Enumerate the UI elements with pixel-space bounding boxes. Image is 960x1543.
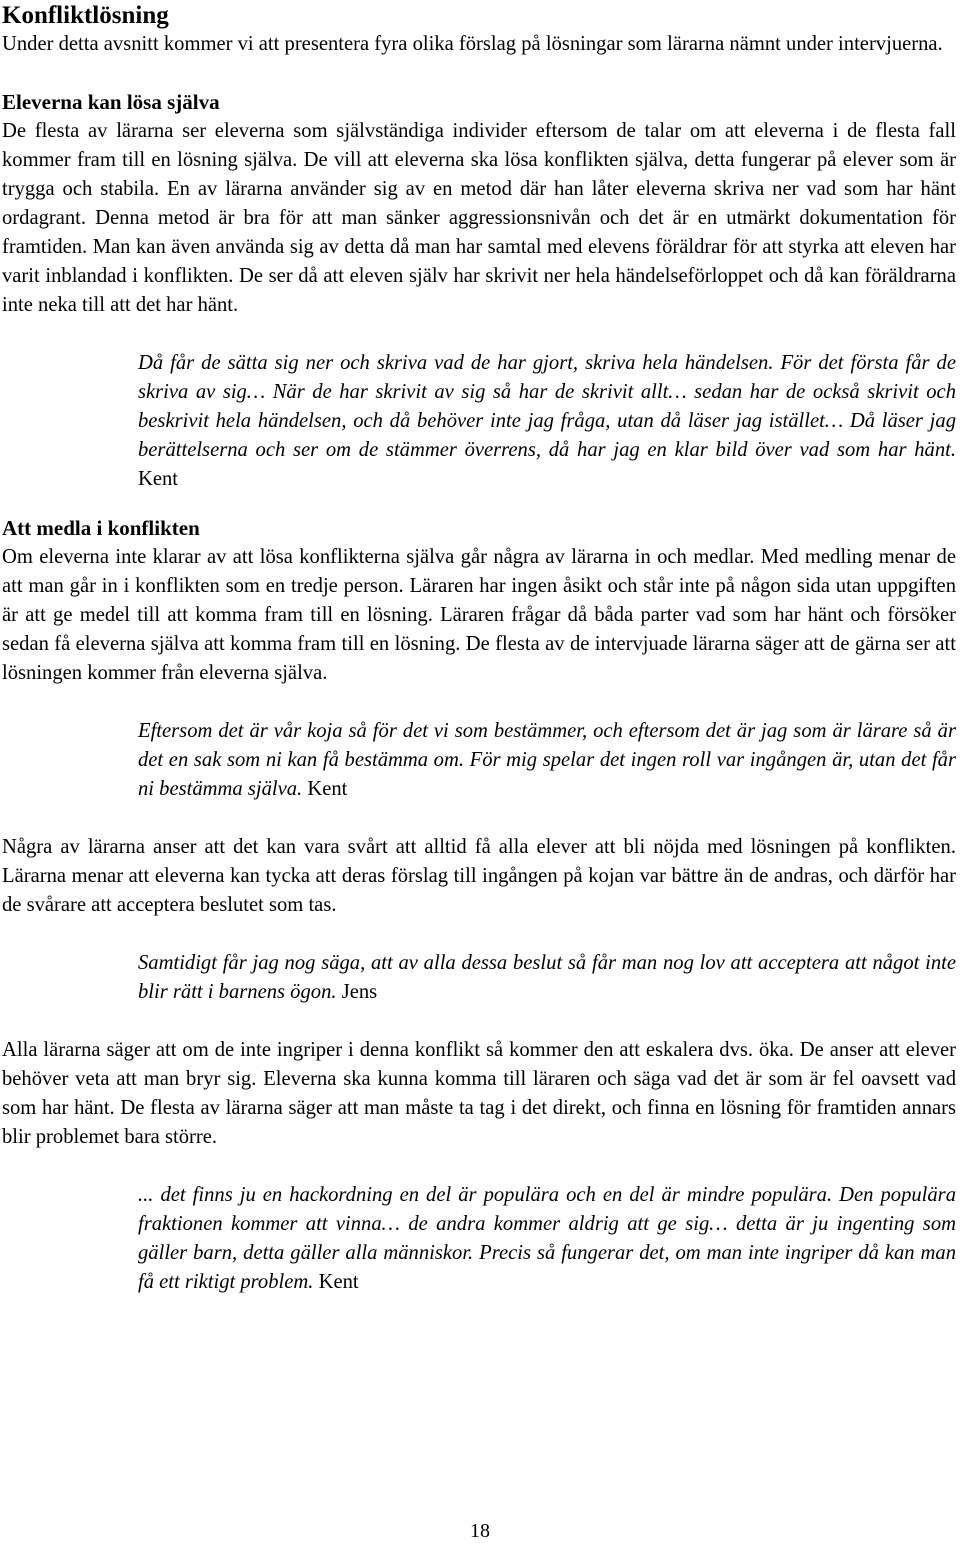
section2-paragraph-2: Några av lärarna anser att det kan vara svårt att alltid få alla elever att bli nöjda med lösningen på konflikten. Lärarna menar att eleverna kan tycka att deras förslag till ingången på kojan var bättre än de andras, och därför har de svårare att acceptera beslutet som tas.: [2, 836, 956, 916]
spacer: [2, 804, 956, 833]
section2-paragraph-1: Om eleverna inte klarar av att lösa konflikterna själva går några av lärarna in och medlar. Med medling menar de att man går in i konflikten som en tredje person. Läraren har ingen åsikt och står inte på någon sida utan uppgiften är att ge medel till att komma fram till en lösning. Läraren frågar då båda parter vad som har hänt och försöker sedan få eleverna själva att komma fram till en lösning. De flesta av de intervjuade lärarna säger att de gärna ser att lösningen kommer från eleverna själva.: [2, 546, 956, 684]
quote-speaker: Kent: [138, 468, 179, 490]
document-page: [2, 0, 956, 1297]
spacer: [2, 920, 956, 949]
section1-paragraph: De flesta av lärarna ser eleverna som självständiga individer eftersom de talar om att eleverna i de flesta fall kommer fram till en lösning själva. De vill att eleverna ska lösa konflikten själva, detta fungerar på elever som är trygga och stabila. En av lärarna använder sig av en metod där han låter eleverna skriva ner vad som har hänt ordagrant. Denna metod är bra för att man sänker aggressionsnivån och det är en utmärkt dokumentation för framtiden. Man kan även använda sig av detta då man har samtal med elevens föräldrar för att styrka att eleven har varit inblandad i konflikten. De ser då att eleven själv har skrivit ner hela händelseförloppet och då kan föräldrarna inte neka till att det har hänt.: [2, 120, 956, 316]
spacer: [2, 1152, 956, 1181]
quote-text: ... det finns ju en hackordning en del är populära och en del är mindre populära. Den populära fraktionen kommer att vinna… de andra kommer aldrig att ge sig… detta är ju ingenting som gäller barn, detta gäller alla människor. Precis så fungerar det, om man inte ingriper då kan man få ett riktigt problem.: [138, 1184, 956, 1293]
quote-block: [138, 949, 956, 1007]
quote-speaker: Kent: [318, 1271, 359, 1293]
quote-speaker: Kent: [307, 778, 348, 800]
spacer: [2, 494, 956, 514]
spacer: [2, 320, 956, 349]
section-heading-medla: Att medla i konflikten: [2, 516, 200, 540]
quote-text: Då får de sätta sig ner och skriva vad de har gjort, skriva hela händelsen. För det första får de skriva av sig… När de har skrivit av sig så har de skrivit allt… sedan har de också skrivit och beskrivit hela händelsen, och då behöver inte jag fråga, utan då läser jag istället… Då läser jag berättelserna och ser om de stämmer överrens, då har jag en klar bild över vad som har hänt.: [138, 352, 956, 461]
quote-block: [138, 1181, 956, 1297]
quote-block: [138, 717, 956, 804]
quote-speaker: Jens: [341, 981, 378, 1003]
quote-text: Eftersom det är vår koja så för det vi som bestämmer, och eftersom det är jag som är lärare så är det en sak som ni kan få bestämma om. För mig spelar det ingen roll var ingången är, utan det får ni bestämma själva.: [138, 720, 956, 800]
spacer: [2, 1007, 956, 1036]
quote-text: Samtidigt får jag nog säga, att av alla dessa beslut så får man nog lov att acceptera att något inte blir rätt i barnens ögon.: [138, 952, 956, 1003]
quote-block: [138, 349, 956, 494]
section-heading-eleverna: Eleverna kan lösa själva: [2, 90, 220, 114]
page-title: Konfliktlösning: [2, 2, 169, 29]
page-number: 18: [470, 1520, 490, 1542]
intro-paragraph: Under detta avsnitt kommer vi att presentera fyra olika förslag på lösningar som lärarna nämnt under intervjuerna.: [2, 33, 943, 55]
spacer: [2, 59, 956, 88]
section2-paragraph-3: Alla lärarna säger att om de inte ingriper i denna konflikt så kommer den att eskalera dvs. öka. De anser att elever behöver veta att man bryr sig. Eleverna ska kunna komma till läraren och säga vad det är som är fel oavsett vad som har hänt. De flesta av lärarna säger att man måste ta tag i det direkt, och finna en lösning för framtiden annars blir problemet bara större.: [2, 1039, 956, 1148]
spacer: [2, 688, 956, 717]
